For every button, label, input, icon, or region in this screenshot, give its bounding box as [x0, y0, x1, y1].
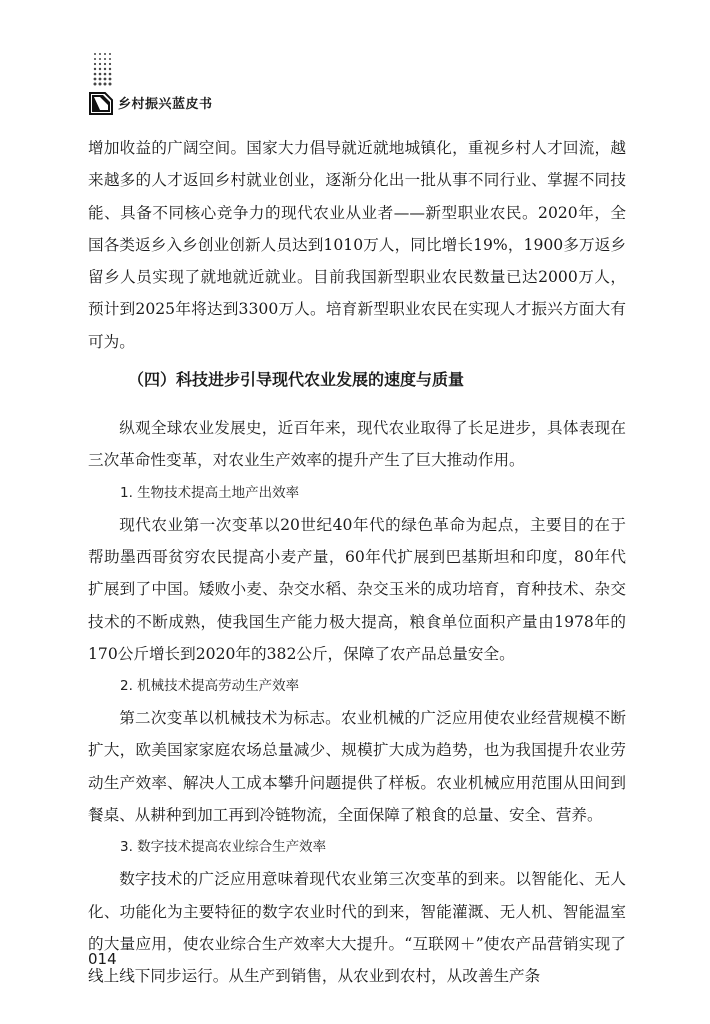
- page-content: [88, 132, 626, 993]
- section-heading: （四）科技进步引导现代农业发展的速度与质量: [128, 370, 465, 390]
- paragraph-1: 增加收益的广阔空间。国家大力倡导就近就地城镇化，重视乡村人才回流，越来越多的人才返回乡村就业创业，逐渐分化出一批从事不同行业、掌握不同技能、具备不同核心竞争力的现代农业从业者——新型职业农民。2020年，全国各类返乡入乡创业创新人员达到1010万人，同比增长19%，1900多万返乡留乡人员实现了就地就近就业。目前我国新型职业农民数量已达2000万人，预计到2025年将达到3300万人。培育新型职业农民在实现人才振兴方面大有可为。: [88, 139, 626, 351]
- paragraph-4: 第二次变革以机械技术为标志。农业机械的广泛应用使农业经营规模不断扩大，欧美国家家庭农场总量减少、规模扩大成为趋势，也为我国提升农业劳动生产效率、解决人工成本攀升问题提供了样板。农业机械应用范围从田间到餐桌、从耕种到加工再到冷链物流，全面保障了粮食的总量、安全、营养。: [88, 709, 626, 825]
- paragraph-2: 纵观全球农业发展史，近百年来，现代农业取得了长足进步，具体表现在三次革命性变革，对农业生产效率的提升产生了巨大推动作用。: [88, 419, 626, 470]
- series-title: 乡村振兴蓝皮书: [118, 97, 213, 112]
- subheading-digital: 3. 数字技术提高农业综合生产效率: [120, 839, 327, 856]
- paragraph-5: 数字技术的广泛应用意味着现代农业第三次变革的到来。以智能化、无人化、功能化为主要特征的数字农业时代的到来，智能灌溉、无人机、智能温室的大量应用，使农业综合生产效率大大提升。“互联网＋”使农产品营销实现了线上线下同步运行。从生产到销售，从农业到农村，从改善生产条: [88, 870, 626, 986]
- subheading-biotech: 1. 生物技术提高土地产出效率: [120, 484, 300, 501]
- book-icon: [88, 90, 114, 116]
- page-number: 014: [88, 950, 117, 968]
- dot-grid-decoration: [92, 52, 114, 86]
- page-header: [88, 52, 288, 112]
- subheading-mechanical: 2. 机械技术提高劳动生产效率: [120, 678, 300, 695]
- paragraph-3: 现代农业第一次变革以20世纪40年代的绿色革命为起点，主要目的在于帮助墨西哥贫穷农民提高小麦产量，60年代扩展到巴基斯坦和印度，80年代扩展到了中国。矮败小麦、杂交水稻、杂交玉米的成功培育，育种技术、杂交技术的不断成熟，使我国生产能力极大提高，粮食单位面积产量由1978年的170公斤增长到2020年的382公斤，保障了农产品总量安全。: [88, 515, 626, 663]
